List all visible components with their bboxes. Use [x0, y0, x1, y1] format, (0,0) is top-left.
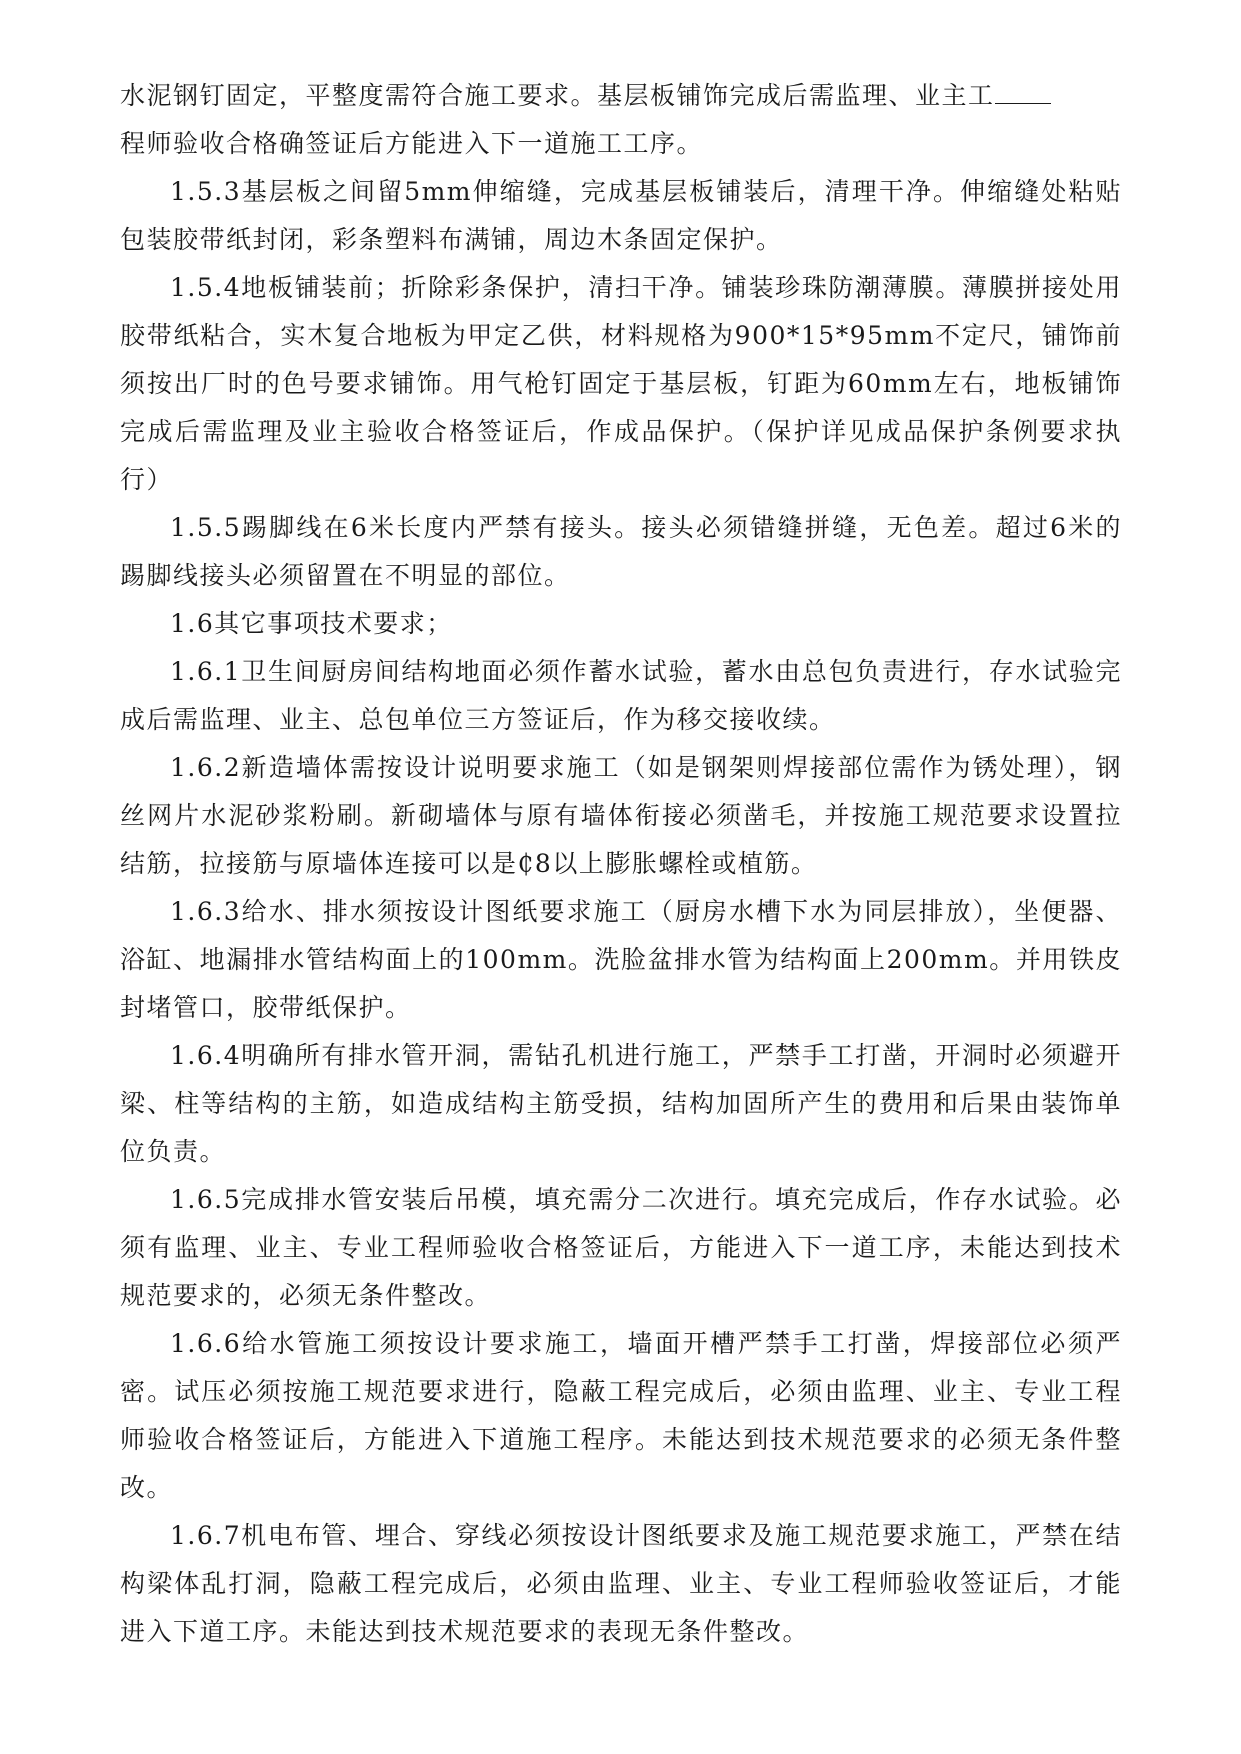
paragraph-1-6-2: 1.6.2新造墙体需按设计说明要求施工（如是钢架则焊接部位需作为锈处理），钢丝网片水泥砂浆粉刷。新砌墙体与原有墙体衔接必须凿毛，并按施工规范要求设置拉结筋，拉接筋与原墙体连接可以是₵8以上膨胀螺栓或植筋。 [120, 753, 1122, 878]
paragraph-1-6-5: 1.6.5完成排水管安装后吊模，填充需分二次进行。填充完成后，作存水试验。必须有监理、业主、专业工程师验收合格签证后，方能进入下一道工序，未能达到技术规范要求的，必须无条件整改。 [120, 1185, 1122, 1310]
paragraph-1: 程师验收合格确签证后方能进入下一道施工工序。 [120, 129, 704, 158]
paragraph-1-5-3: 1.5.3基层板之间留5mm伸缩缝，完成基层板铺装后，清理干净。伸缩缝处粘贴包装胶带纸封闭，彩条塑料布满铺，周边木条固定保护。 [120, 177, 1122, 254]
section-heading-1-6: 1.6其它事项技术要求； [170, 609, 453, 638]
paragraph-1-6-7: 1.6.7机电布管、埋合、穿线必须按设计图纸要求及施工规范要求施工，严禁在结构梁体乱打洞，隐蔽工程完成后，必须由监理、业主、专业工程师验收签证后，才能进入下道工序。未能达到技术规范要求的表现无条件整改。 [120, 1521, 1122, 1646]
paragraph-1-6-6: 1.6.6给水管施工须按设计要求施工，墙面开槽严禁手工打凿，焊接部位必须严密。试压必须按施工规范要求进行，隐蔽工程完成后，必须由监理、业主、专业工程师验收合格签证后，方能进入下道施工程序。未能达到技术规范要求的必须无条件整改。 [120, 1329, 1122, 1502]
document-body [120, 72, 1122, 1656]
paragraph-1-5-5: 1.5.5踢脚线在6米长度内严禁有接头。接头必须错缝拼缝，无色差。超过6米的踢脚线接头必须留置在不明显的部位。 [120, 513, 1122, 590]
paragraph-0 [120, 72, 1122, 120]
paragraph-1-6-1: 1.6.1卫生间厨房间结构地面必须作蓄水试验，蓄水由总包负责进行，存水试验完成后需监理、业主、总包单位三方签证后，作为移交接收续。 [120, 657, 1122, 734]
fill-in-blank-line [995, 77, 1051, 104]
paragraph-1-6-3: 1.6.3给水、排水须按设计图纸要求施工（厨房水槽下水为同层排放），坐便器、浴缸、地漏排水管结构面上的100mm。洗脸盆排水管为结构面上200mm。并用铁皮封堵管口，胶带纸保护。 [120, 897, 1122, 1022]
paragraph-0-text: 水泥钢钉固定，平整度需符合施工要求。基层板铺饰完成后需监理、业主工 [120, 81, 995, 110]
paragraph-1-6-4: 1.6.4明确所有排水管开洞，需钻孔机进行施工，严禁手工打凿，开洞时必须避开梁、柱等结构的主筋，如造成结构主筋受损，结构加固所产生的费用和后果由装饰单位负责。 [120, 1041, 1122, 1166]
paragraph-1-5-4: 1.5.4地板铺装前；折除彩条保护，清扫干净。铺装珍珠防潮薄膜。薄膜拼接处用胶带纸粘合，实木复合地板为甲定乙供，材料规格为900*15*95mm不定尺，铺饰前须按出厂时的色号要求铺饰。用气枪钉固定于基层板，钉距为60mm左右，地板铺饰完成后需监理及业主验收合格签证后，作成品保护。（保护详见成品保护条例要求执行） [120, 273, 1122, 494]
